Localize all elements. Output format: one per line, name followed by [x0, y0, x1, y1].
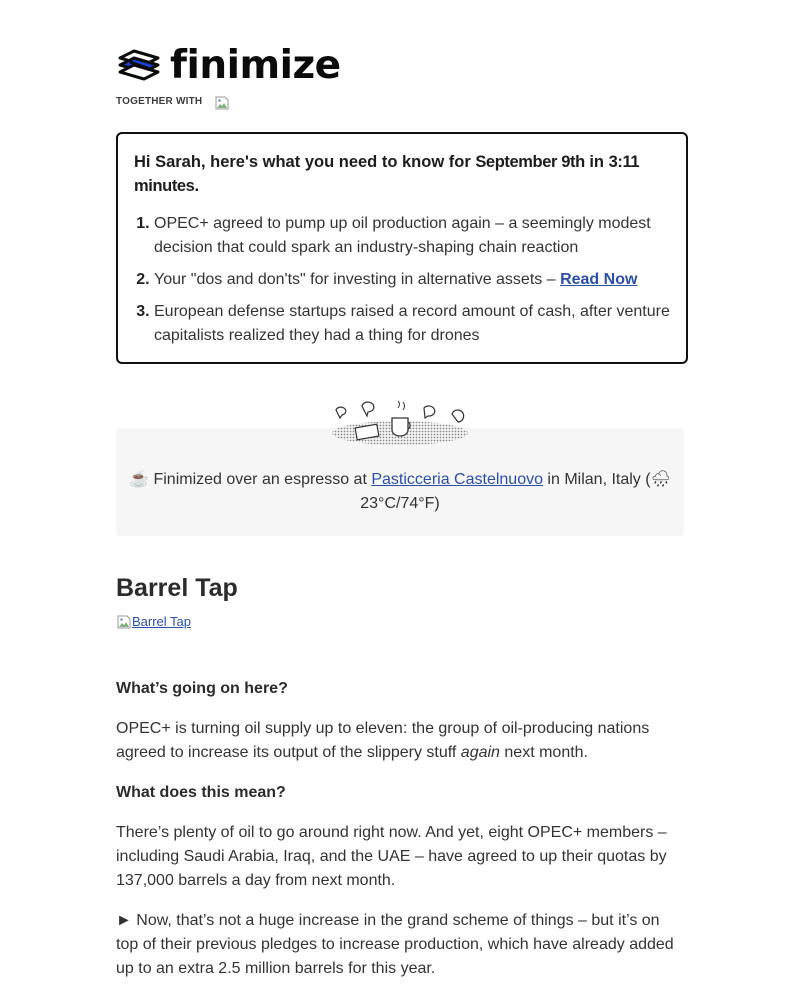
sponsor-line — [116, 92, 684, 110]
paragraph-2: There’s plenty of oil to go around right now. And yet, eight OPEC+ members – including Saudi Arabia, Iraq, and the UAE – have agreed to up their quotas by 137,000 barrels a day from next month. — [116, 824, 667, 889]
location-section — [116, 400, 684, 536]
broken-image-icon — [116, 614, 132, 630]
summary-intro — [134, 150, 670, 198]
paragraph-1: OPEC+ is turning oil supply up to eleven: the group of oil-producing nations agreed to increase its output of the slippery stuff again next month. — [116, 720, 650, 761]
newsletter — [116, 0, 684, 981]
summary-item-1: 1. OPEC+ agreed to pump up oil production again – a seemingly modest decision that could spark an industry-shaping chain reaction — [154, 212, 670, 260]
cafe-link[interactable]: Pasticceria Castelnuovo — [371, 471, 543, 488]
paragraph-3: ► Now, that’s not a huge increase in the grand scheme of things – but it’s on top of their previous pledges to increase production, which have already added up to an extra 2.5 million barrels for this year. — [116, 912, 674, 977]
intro-date: September 9th — [475, 153, 585, 171]
read-now-link[interactable]: Read Now — [560, 271, 638, 288]
intro-greeting: Hi Sarah, here's what you need to know for — [134, 153, 476, 171]
intro-mid: in — [584, 153, 609, 171]
summary-box — [116, 132, 688, 364]
rain-cloud-icon: 🌧 — [650, 471, 671, 488]
location-text: ☕ Finimized over an espresso at Pasticceria Castelnuovo in Milan, Italy (🌧 23°C/74°F) — [129, 471, 671, 512]
summary-item-2: 2. Your "dos and don'ts" for investing in alternative assets – Read Now — [154, 268, 670, 292]
summary-list — [134, 212, 670, 348]
question-heading-2: What does this mean? — [116, 784, 286, 801]
broken-image-icon[interactable] — [215, 96, 229, 110]
summary-item-3: 3. European defense startups raised a record amount of cash, after venture capitalists realized they had a thing for drones — [154, 300, 670, 348]
article-title: Barrel Tap — [116, 574, 238, 602]
brand-name: finimize — [170, 43, 341, 88]
article-image-alt: Barrel Tap — [132, 614, 192, 629]
finimize-logo-icon — [116, 48, 162, 84]
intro-read-time: 3:11 minutes. — [134, 153, 640, 195]
article-image-link[interactable] — [116, 614, 191, 630]
coffee-icon: ☕ — [129, 471, 150, 488]
cafe-illustration-icon — [328, 400, 472, 450]
together-with-label: TOGETHER WITH — [116, 95, 203, 107]
question-heading-1: What’s going on here? — [116, 680, 288, 697]
brand-header — [116, 43, 684, 88]
